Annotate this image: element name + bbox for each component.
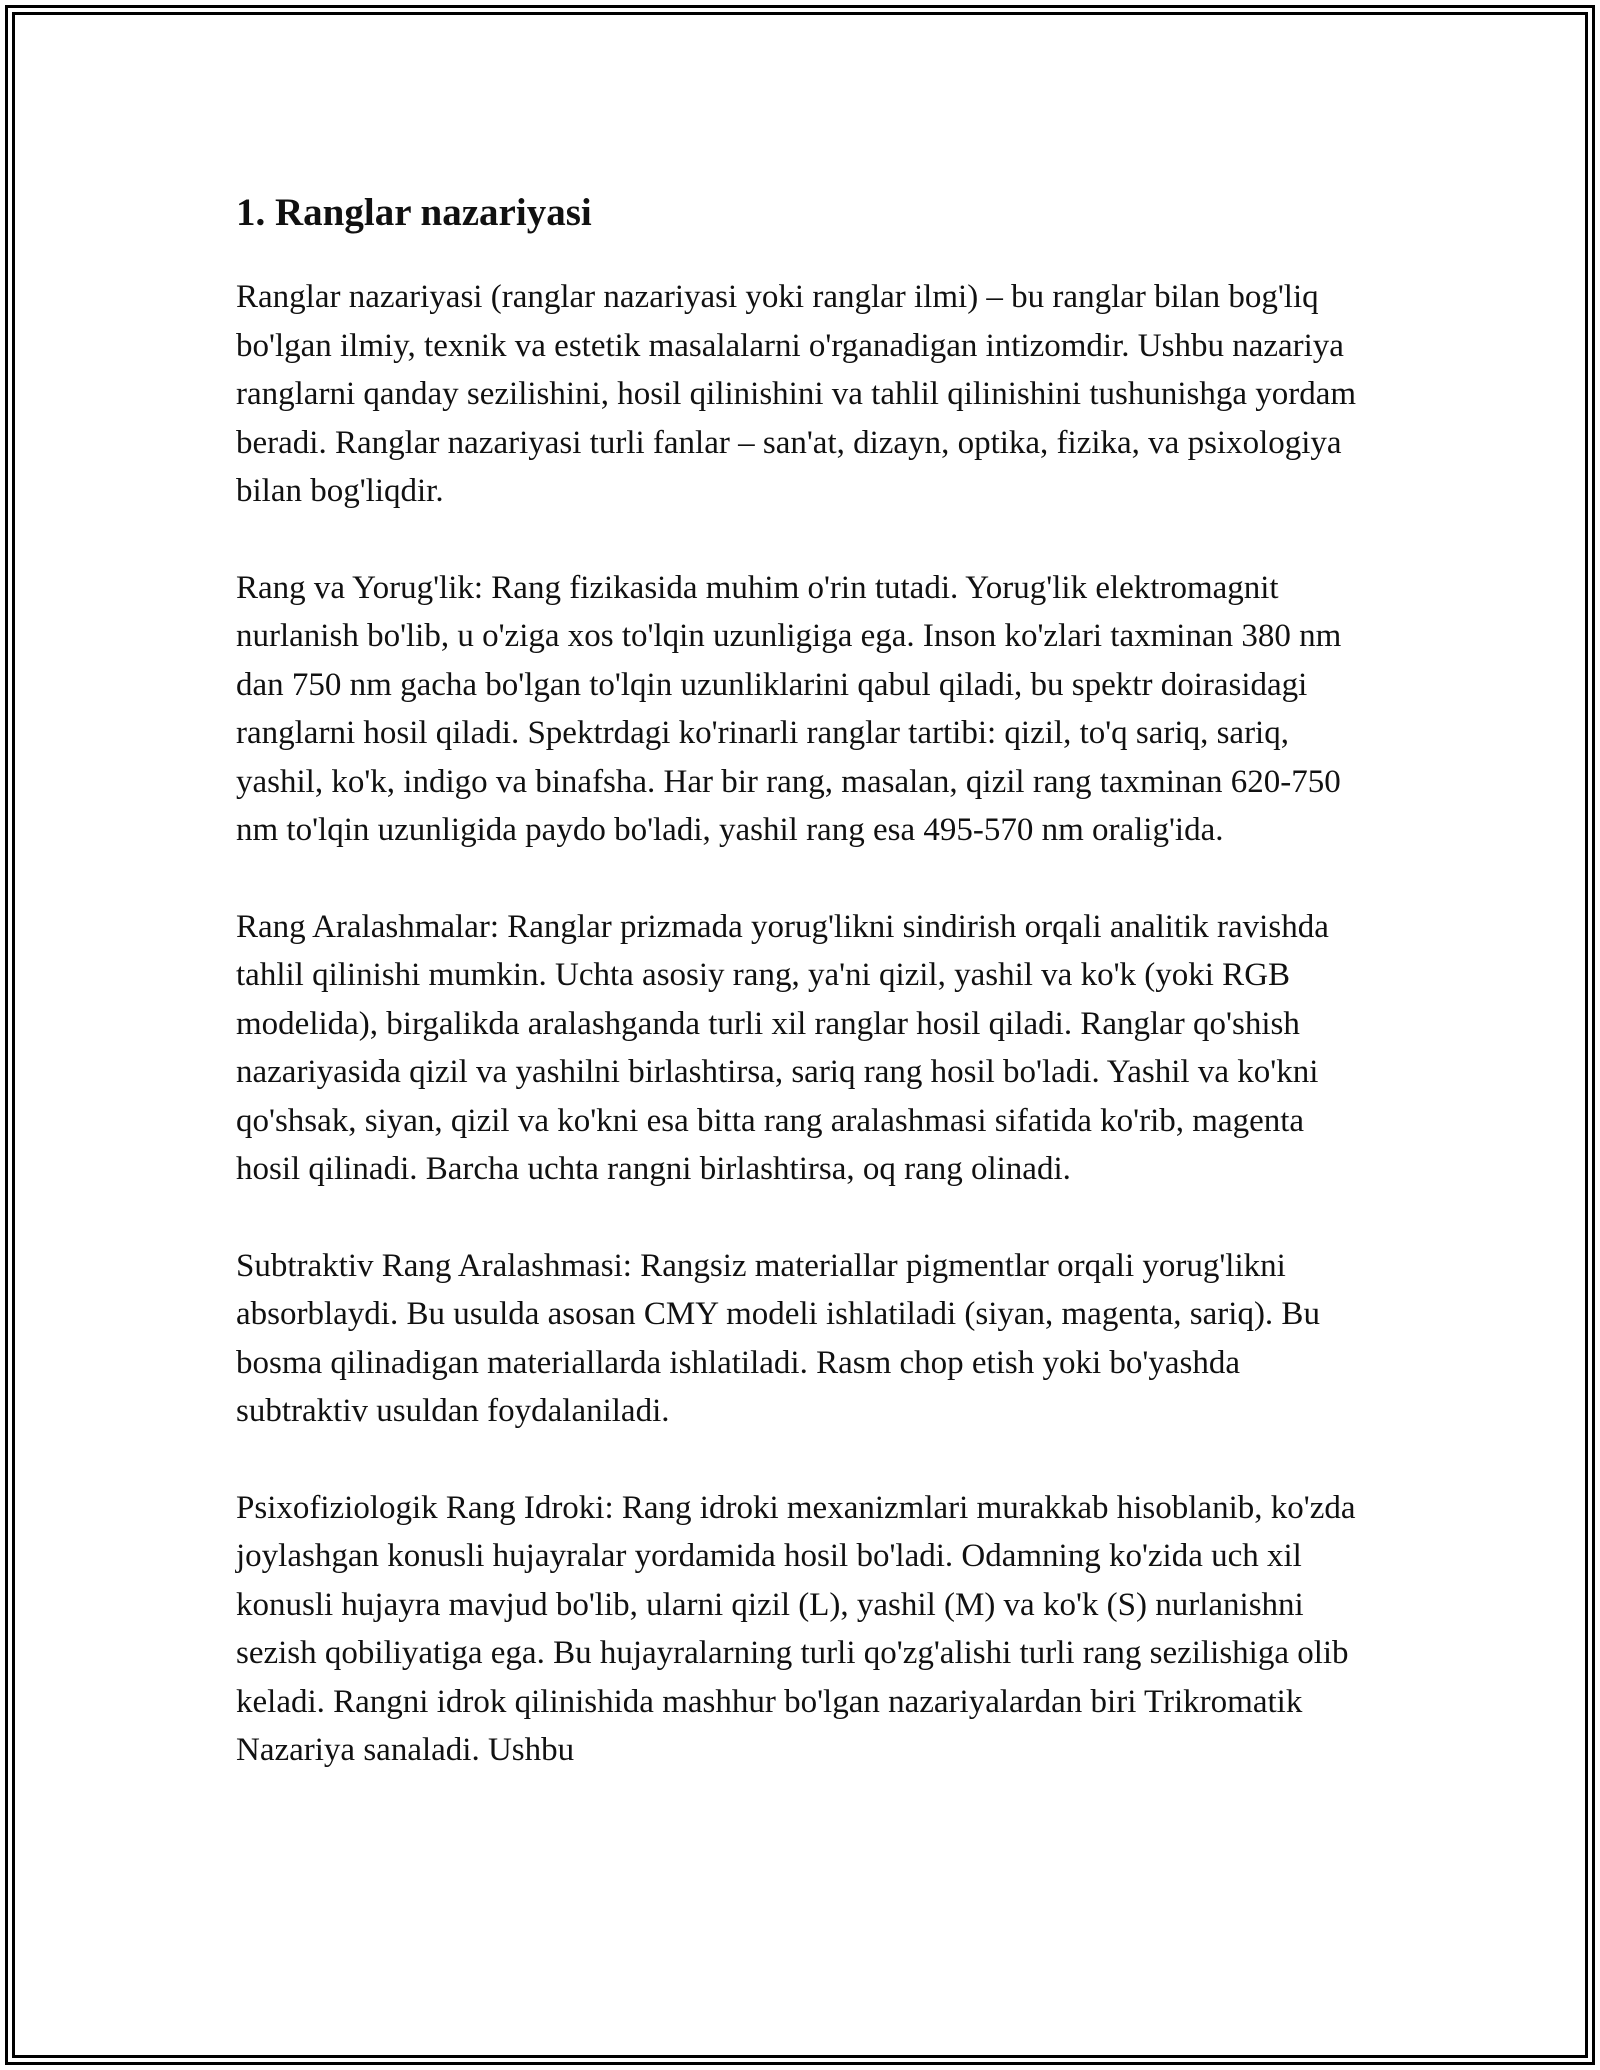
paragraph-light: Rang va Yorug'lik: Rang fizikasida muhim o'rin tutadi. Yorug'lik elektromagnit nurlanish bo'lib, u o'ziga xos to'lqin uzunligiga ega. Inson ko'zlari taxminan 380 nm dan 750 nm gacha bo'lgan to'lqin uzunliklarini qabul qiladi, bu spektr doirasidagi ranglarni hosil qiladi. Spektrdagi ko'rinarli ranglar tartibi: qizil, to'q sariq, sariq, yashil, ko'k, indigo va binafsha. Har bir rang, masalan, qizil rang taxminan 620-750 nm to'lqin uzunligida paydo bo'ladi, yashil rang esa 495-570 nm oralig'ida.: [236, 569, 1342, 848]
section-title: 1. Ranglar nazariyasi: [236, 191, 592, 234]
document-body: [236, 185, 1376, 1823]
paragraph-intro: Ranglar nazariyasi (ranglar nazariyasi yoki ranglar ilmi) – bu ranglar bilan bog'liq bo'lgan ilmiy, texnik va estetik masalalarni o'rganadigan intizomdir. Ushbu nazariya ranglarni qanday sezilishini, hosil qilinishini va tahlil qilinishini tushunishga yordam beradi. Ranglar nazariyasi turli fanlar – san'at, dizayn, optika, fizika, va psixologiya bilan bog'liqdir.: [236, 279, 1357, 509]
paragraph-perception: Psixofiziologik Rang Idroki: Rang idroki mexanizmlari murakkab hisoblanib, ko'zda joylashgan konusli hujayralar yordamida hosil bo'ladi. Odamning ko'zida uch xil konusli hujayra mavjud bo'lib, ularni qizil (L), yashil (M) va ko'k (S) nurlanishni sezish qobiliyatiga ega. Bu hujayralarning turli qo'zg'alishi turli rang sezilishiga olib keladi. Rangni idrok qilinishida mashhur bo'lgan nazariyalardan biri Trikromatik Nazariya sanaladi. Ushbu: [236, 1489, 1356, 1768]
paragraph-subtractive-mixing: Subtraktiv Rang Aralashmasi: Rangsiz materiallar pigmentlar orqali yorug'likni absorblaydi. Bu usulda asosan CMY modeli ishlatiladi (siyan, magenta, sariq). Bu bosma qilinadigan materiallarda ishlatiladi. Rasm chop etish yoki bo'yashda subtraktiv usuldan foydalaniladi.: [236, 1247, 1320, 1429]
paragraph-additive-mixing: Rang Aralashmalar: Ranglar prizmada yorug'likni sindirish orqali analitik ravishda tahlil qilinishi mumkin. Uchta asosiy rang, ya'ni qizil, yashil va ko'k (yoki RGB modelida), birgalikda aralashganda turli xil ranglar hosil qiladi. Ranglar qo'shish nazariyasida qizil va yashilni birlashtirsa, sariq rang hosil bo'ladi. Yashil va ko'kni qo'shsak, siyan, qizil va ko'kni esa bitta rang aralashmasi sifatida ko'rib, magenta hosil qilinadi. Barcha uchta rangni birlashtirsa, oq rang olinadi.: [236, 908, 1329, 1187]
